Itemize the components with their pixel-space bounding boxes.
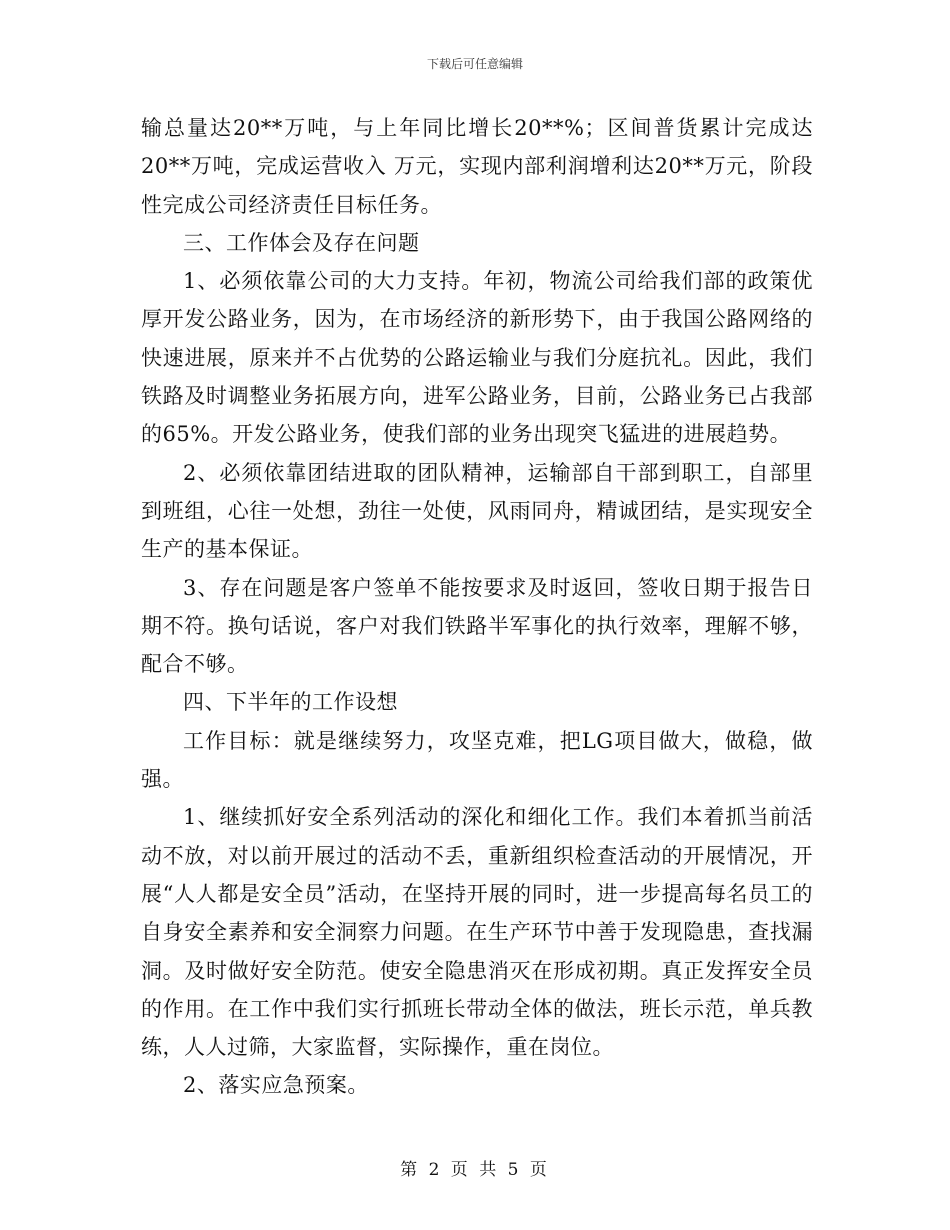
document-body (141, 109, 813, 1105)
paragraph-item-2: 2、必须依靠团结进取的团队精神，运输部自干部到职工，自部里到班组，心往一处想，劲往一处使，风雨同舟，精诚团结，是实现安全生产的基本保证。 (141, 460, 813, 562)
paragraph-plan-1: 1、继续抓好安全系列活动的深化和细化工作。我们本着抓当前活动不放，对以前开展过的活动不丢，重新组织检查活动的开展情况，开展“人人都是安全员”活动，在坚持开展的同时，进一步提高每名员工的自身安全素养和安全洞察力问题。在生产环节中善于发现隐患，查找漏洞。及时做好安全防范。使安全隐患消灭在形成初期。真正发挥安全员的作用。在工作中我们实行抓班长带动全体的做法，班长示范，单兵教练，人人过筛，大家监督，实际操作，重在岗位。 (141, 805, 813, 1060)
paragraph-continuation: 输总量达20**万吨，与上年同比增长20**%；区间普货累计完成达20**万吨，完成运营收入 万元，实现内部利润增利达20**万元，阶段性完成公司经济责任目标任务。 (141, 116, 813, 217)
page-number: 第 2 页 共 5 页 (400, 1160, 550, 1180)
paragraph-goal: 工作目标：就是继续努力，攻坚克难，把LG项目做大，做稳，做强。 (141, 728, 813, 792)
paragraph-item-3: 3、存在问题是客户签单不能按要求及时返回，签收日期于报告日期不符。换句话说，客户对我们铁路半军事化的执行效率，理解不够，配合不够。 (141, 575, 813, 677)
page-header: 下载后可任意编辑 (426, 57, 523, 71)
section-heading-3: 三、工作体会及存在问题 (183, 230, 420, 255)
section-heading-4: 四、下半年的工作设想 (183, 690, 398, 715)
paragraph-item-1: 1、必须依靠公司的大力支持。年初，物流公司给我们部的政策优厚开发公路业务，因为，在市场经济的新形势下，由于我国公路网络的快速进展，原来并不占优势的公路运输业与我们分庭抗礼。因此，我们铁路及时调整业务拓展方向，进军公路业务，目前，公路业务已占我部的65%。开发公路业务，使我们部的业务出现突飞猛进的进展趋势。 (141, 269, 813, 447)
paragraph-plan-2: 2、落实应急预案。 (183, 1073, 369, 1098)
